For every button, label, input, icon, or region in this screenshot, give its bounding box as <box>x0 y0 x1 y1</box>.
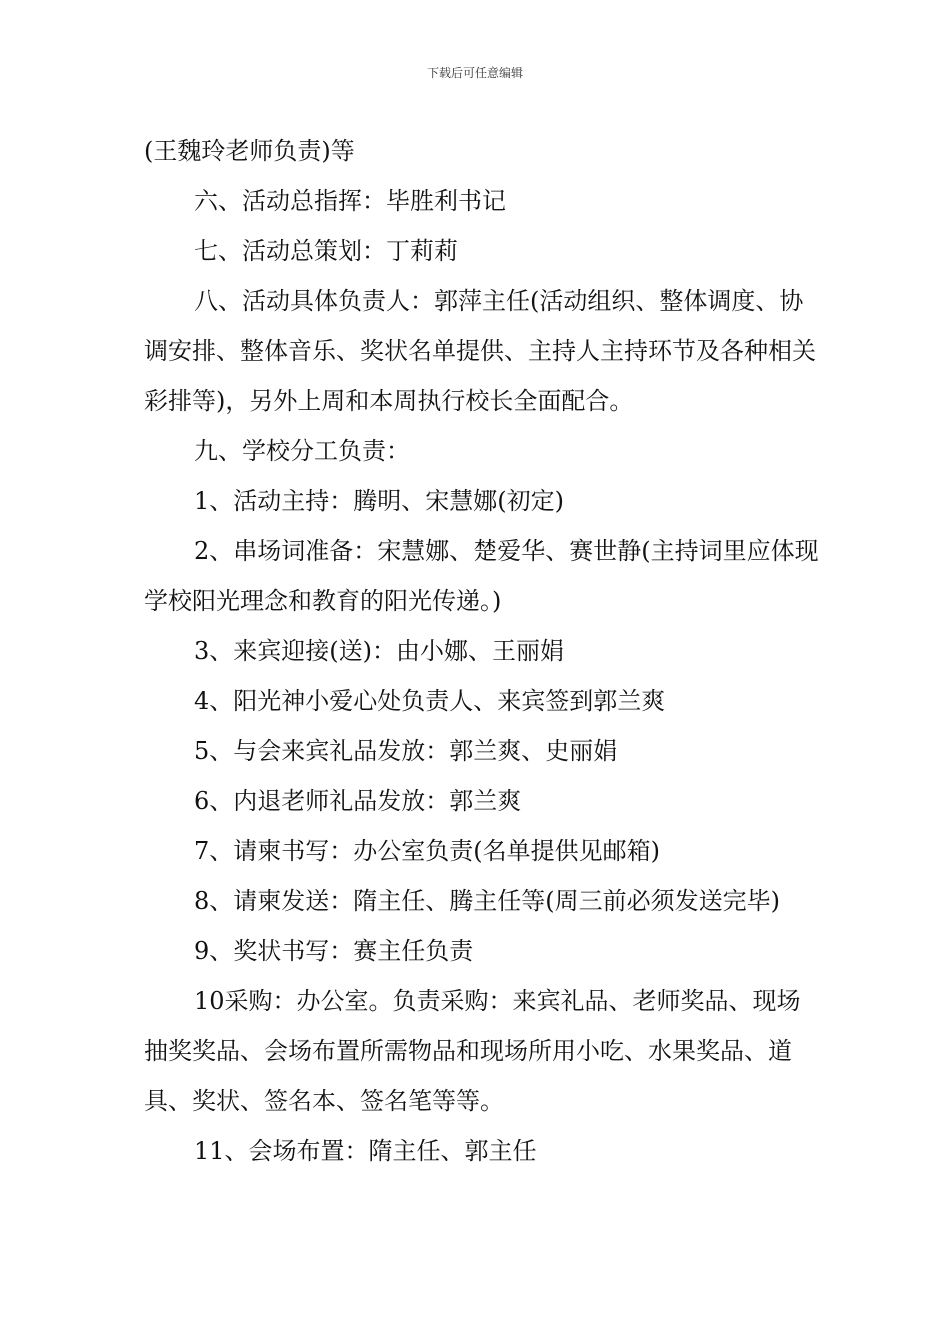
list-item: 2、串场词准备：宋慧娜、楚爱华、赛世静(主持词里应体现学校阳光理念和教育的阳光传递。) <box>144 537 819 615</box>
document-body <box>144 126 824 1176</box>
paragraph-responsible-person: 八、活动具体负责人：郭萍主任(活动组织、整体调度、协调安排、整体音乐、奖状名单提供、主持人主持环节及各种相关彩排等)，另外上周和本周执行校长全面配合。 <box>144 287 816 415</box>
paragraph-planner: 七、活动总策划：丁莉莉 <box>194 237 458 265</box>
paragraph-continuation: (王魏玲老师负责)等 <box>144 137 355 165</box>
page-header: 下载后可任意编辑 <box>426 66 523 80</box>
paragraph-school-division: 九、学校分工负责： <box>194 437 410 465</box>
list-item: 4、阳光神小爱心处负责人、来宾签到郭兰爽 <box>194 687 666 715</box>
list-item: 3、来宾迎接(送)：由小娜、王丽娟 <box>194 637 564 665</box>
list-item: 11、会场布置：隋主任、郭主任 <box>194 1137 537 1165</box>
list-item: 5、与会来宾礼品发放：郭兰爽、史丽娟 <box>194 737 618 765</box>
list-item: 10采购：办公室。负责采购：来宾礼品、老师奖品、现场抽奖奖品、会场布置所需物品和现场所用小吃、水果奖品、道具、奖状、签名本、签名笔等等。 <box>144 987 801 1115</box>
paragraph-commander: 六、活动总指挥：毕胜利书记 <box>194 187 506 215</box>
list-item: 7、请柬书写：办公室负责(名单提供见邮箱) <box>194 837 660 865</box>
list-item: 6、内退老师礼品发放：郭兰爽 <box>194 787 522 815</box>
list-item: 9、奖状书写：赛主任负责 <box>194 937 474 965</box>
list-item: 1、活动主持：腾明、宋慧娜(初定) <box>194 487 564 515</box>
list-item: 8、请柬发送：隋主任、腾主任等(周三前必须发送完毕) <box>194 887 780 915</box>
